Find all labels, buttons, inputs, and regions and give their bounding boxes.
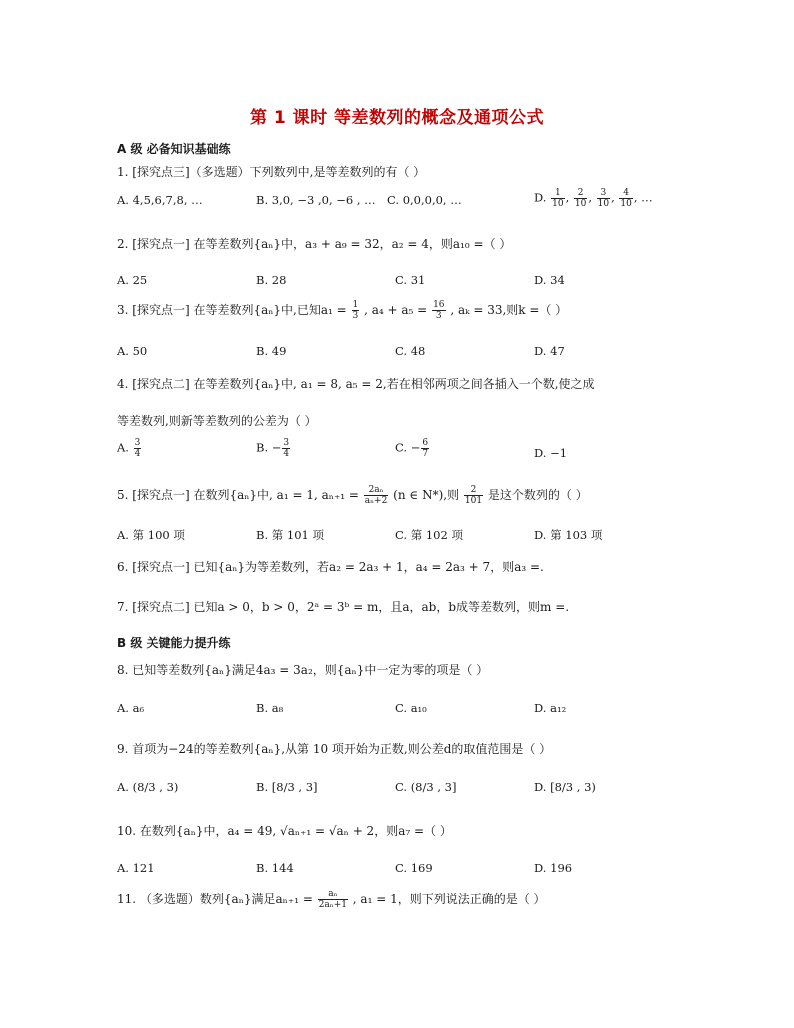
q1d-tail: , … (633, 190, 653, 205)
q10-option-a[interactable]: A. 121 (117, 861, 155, 875)
q5-option-b[interactable]: B. 第 101 项 (256, 528, 325, 542)
question-4-stem-cont: 等差数列,则新等差数列的公差为（ ） (117, 414, 317, 428)
q1-option-b[interactable]: B. 3,0, −3 ,0, −6 , … (256, 193, 376, 207)
q2-option-a[interactable]: A. 25 (117, 273, 148, 287)
q1-option-d[interactable]: D. $\frac{1}{10}$ , $\frac{2}{10}$ , $\frac{3}{10}$ , $\frac{4}{10}$ , … (534, 188, 653, 209)
question-5-stem: 5. [探究点一] 在数列{aₙ}中, a₁ = 1, aₙ₊₁ = $\frac{\text{2aₙ}}{\text{aₙ+2}}$ (n ∈ N*),则 $\frac{2}{101}$ 是这个数列的（ ） (117, 485, 588, 506)
q3-frac-sum: $\frac{16}{3}$ (433, 300, 445, 321)
q5-frac-recurrence: $\frac{\text{2aₙ}}{\text{aₙ+2}}$ (364, 485, 388, 506)
q10-option-b[interactable]: B. 144 (256, 861, 294, 875)
q9-option-d[interactable]: D. [8/3 , 3) (534, 780, 596, 794)
q4-option-c[interactable]: C. − $\frac{6}{7}$ (395, 438, 429, 459)
q8-option-d[interactable]: D. a₁₂ (534, 701, 567, 715)
q11-frac-recurrence: $\frac{\text{aₙ}}{\text{2aₙ+1}}$ (318, 889, 347, 910)
q5-option-d[interactable]: D. 第 103 项 (534, 528, 603, 542)
question-2-stem: 2. [探究点一] 在等差数列{aₙ}中，a₃ + a₉ = 32，a₂ = 4，则a₁₀ =（ ） (117, 237, 512, 251)
q8-option-b[interactable]: B. a₈ (256, 701, 284, 715)
q1-option-d-label: D. (534, 190, 547, 205)
q3-option-a[interactable]: A. 50 (117, 344, 148, 358)
q9-option-a[interactable]: A. (8/3 , 3) (117, 780, 179, 794)
q5-option-c[interactable]: C. 第 102 项 (395, 528, 463, 542)
q4-option-b[interactable]: B. − $\frac{3}{4}$ (256, 438, 290, 459)
q3-frac-a1: $\frac{1}{3}$ (352, 300, 359, 321)
question-3-options (117, 344, 717, 364)
question-8-stem: 8. 已知等差数列{aₙ}满足4a₃ = 3a₂，则{aₙ}中一定为零的项是（ ） (117, 663, 489, 677)
q9-option-c[interactable]: C. (8/3 , 3] (395, 780, 457, 794)
q5-frac-term: $\frac{2}{101}$ (464, 485, 483, 506)
q9-option-b[interactable]: B. [8/3 , 3] (256, 780, 318, 794)
q8-option-c[interactable]: C. a₁₀ (395, 701, 427, 715)
question-4-stem: 4. [探究点二] 在等差数列{aₙ}中, a₁ = 8, a₅ = 2,若在相邻两项之间各插入一个数,使之成 (117, 377, 595, 391)
q8-option-a[interactable]: A. a₆ (117, 701, 145, 715)
question-4-options (117, 438, 717, 461)
question-2-options (117, 273, 717, 293)
question-11-stem: 11. （多选题）数列{aₙ}满足aₙ₊₁ = $\frac{\text{aₙ}}{\text{2aₙ+1}}$ , a₁ = 1，则下列说法正确的是（ ） (117, 889, 546, 910)
question-6-stem: 6. [探究点一] 已知{aₙ}为等差数列，若a₂ = 2a₃ + 1，a₄ = 2a₃ + 7，则a₃ =. (117, 560, 544, 574)
q1d-frac-3: $\frac{3}{10}$ (597, 188, 610, 209)
question-1-stem: 1. [探究点三]（多选题）下列数列中,是等差数列的有（ ） (117, 165, 426, 179)
q1d-frac-1: $\frac{1}{10}$ (552, 188, 564, 209)
q3-option-c[interactable]: C. 48 (395, 344, 426, 358)
question-1-options (117, 188, 717, 213)
section-b-heading: B 级 关键能力提升练 (117, 636, 231, 650)
q10-option-c[interactable]: C. 169 (395, 861, 433, 875)
question-10-stem: 10. 在数列{aₙ}中，a₄ = 49, √aₙ₊₁ = √aₙ + 2，则a₇ =（ ） (117, 824, 452, 838)
q2-option-c[interactable]: C. 31 (395, 273, 426, 287)
q1-option-a[interactable]: A. 4,5,6,7,8, … (117, 193, 203, 207)
q1d-frac-2: $\frac{2}{10}$ (574, 188, 587, 209)
q3-option-d[interactable]: D. 47 (534, 344, 565, 358)
page-title: 第 1 课时 等差数列的概念及通项公式 (249, 108, 545, 128)
q3-option-b[interactable]: B. 49 (256, 344, 287, 358)
question-5-options (117, 527, 717, 547)
q1d-frac-4: $\frac{4}{10}$ (620, 188, 632, 209)
q5-option-a[interactable]: A. 第 100 项 (117, 528, 185, 542)
question-9-options (117, 780, 717, 800)
q10-option-d[interactable]: D. 196 (534, 861, 573, 875)
question-7-stem: 7. [探究点二] 已知a > 0，b > 0，2ᵃ = 3ᵇ = m，且a，ab，b成等差数列，则m =. (117, 600, 570, 614)
q2-option-b[interactable]: B. 28 (256, 273, 287, 287)
question-9-stem: 9. 首项为−24的等差数列{aₙ},从第 10 项开始为正数,则公差d的取值范围是（ ） (117, 742, 552, 756)
q1-option-c[interactable]: C. 0,0,0,0, … (387, 193, 462, 207)
section-a-heading: A 级 必备知识基础练 (117, 142, 231, 156)
q2-option-d[interactable]: D. 34 (534, 273, 565, 287)
q4-option-a[interactable]: A. $\frac{3}{4}$ (117, 438, 141, 459)
question-8-options (117, 701, 717, 721)
question-3-stem: 3. [探究点一] 在等差数列{aₙ}中,已知a₁ = $\frac{1}{3}$ , a₄ + a₅ = $\frac{16}{3}$ , aₖ = 33,则k =（ ） (117, 300, 568, 321)
question-10-options (117, 861, 717, 881)
q4-option-d[interactable]: D. −1 (534, 446, 568, 460)
